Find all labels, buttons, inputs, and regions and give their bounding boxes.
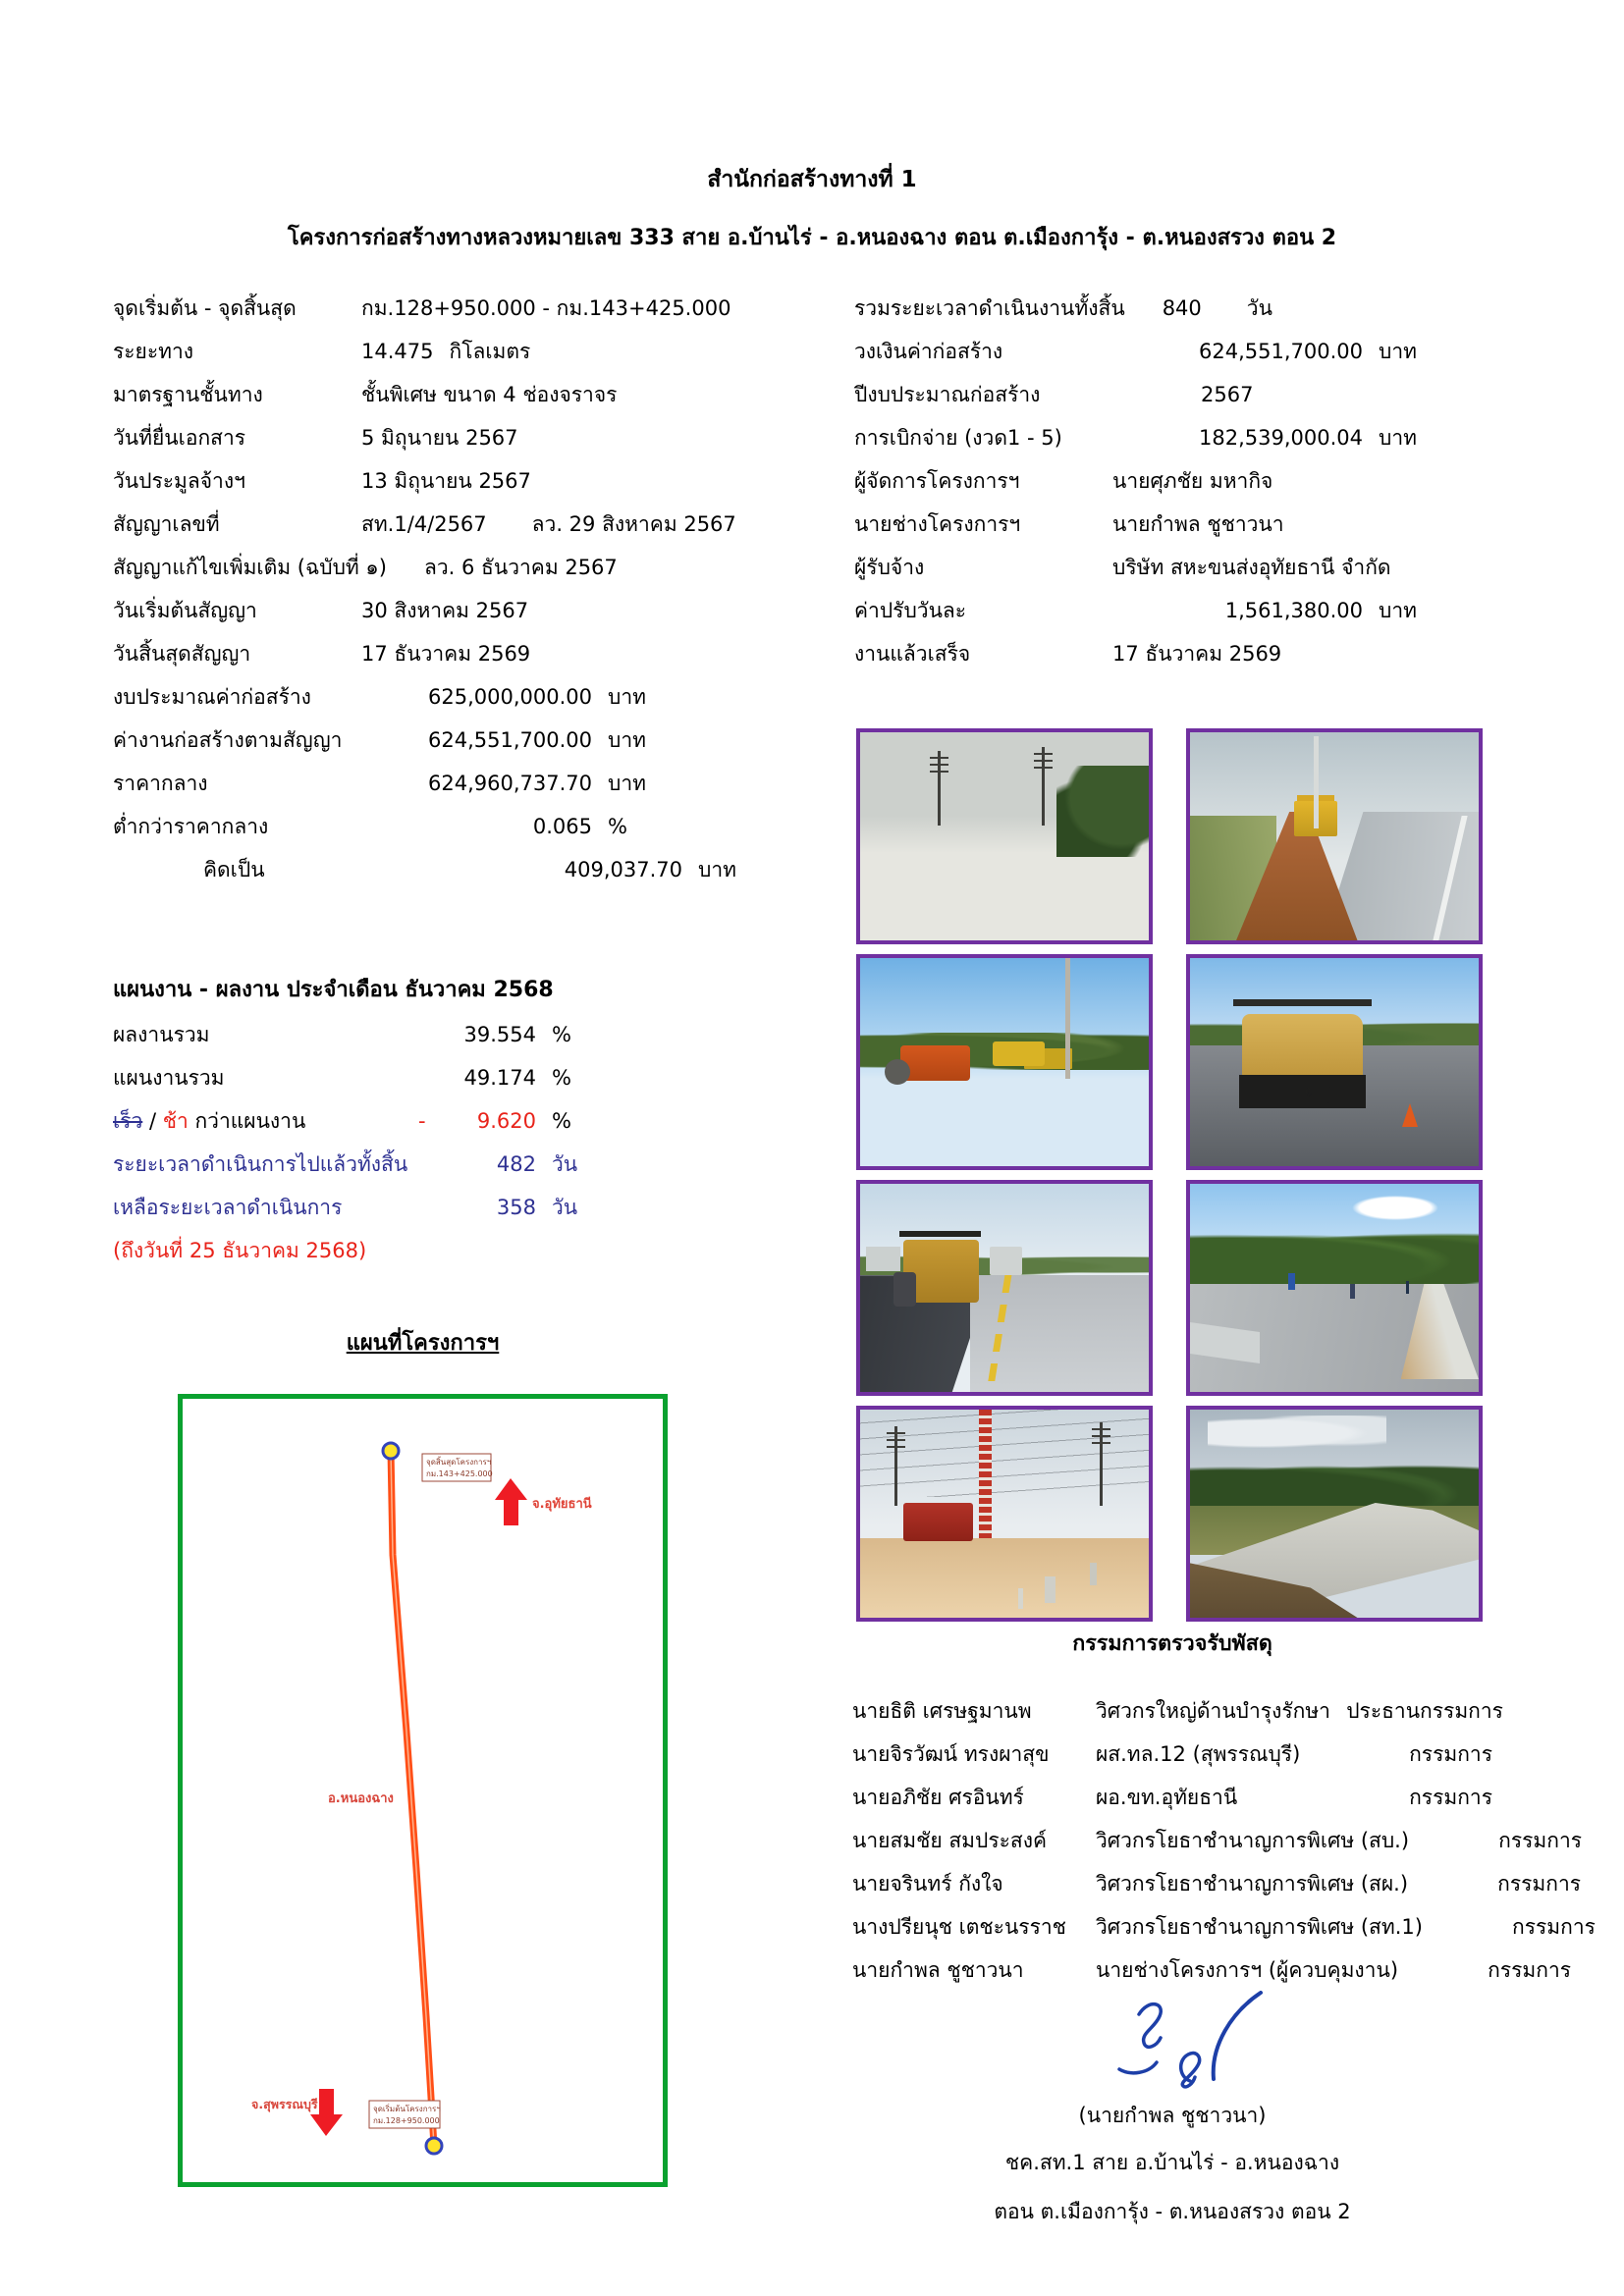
field-value: 624,551,700.00 บาท — [1199, 340, 1417, 363]
progress-title: แผนงาน - ผลงาน ประจำเดือน ธันวาคม 2568 — [113, 978, 554, 1002]
rubble — [860, 824, 1149, 940]
building — [866, 1247, 900, 1271]
info-row — [854, 589, 1492, 632]
committee-row: นายจรินทร์ กังใจ วิศวกรโยธาชำนาญการพิเศษ (สผ.) กรรมการ — [852, 1872, 1582, 1896]
field-label: คิดเป็น — [203, 858, 265, 881]
info-row — [113, 675, 702, 719]
info-row — [854, 459, 1492, 503]
field-label: นายช่างโครงการฯ — [854, 512, 1021, 536]
field-value: 14.475 กิโลเมตร — [361, 340, 531, 363]
roller — [903, 1240, 978, 1303]
progress-row-elapsed: ระยะเวลาดำเนินการไปแล้วทั้งสิ้น 482 วัน — [113, 1152, 578, 1176]
page-subtitle: โครงการก่อสร้างทางหลวงหมายเลข 333 สาย อ.บ้านไร่ - อ.หนองฉาง ตอน ต.เมืองการุ้ง - ต.หนองสรวง ตอน 2 — [287, 226, 1337, 250]
project-info-right — [854, 287, 1492, 675]
info-row — [113, 459, 702, 503]
field-label: มาตรฐานชั้นทาง — [113, 383, 263, 406]
photo-pneumatic-tyre-roller — [1186, 954, 1483, 1170]
power-pole-icon — [1042, 747, 1045, 827]
photo-motor-grader-shoulder-work — [1186, 728, 1483, 944]
district-label: อ.หนองฉาง — [328, 1791, 394, 1806]
loader — [993, 1041, 1045, 1066]
wheels — [1239, 1075, 1366, 1108]
end-marker-line2: กม.143+425.000 — [426, 1469, 493, 1478]
field-value: กม.128+950.000 - กม.143+425.000 — [361, 296, 731, 320]
north-arrow-icon — [495, 1478, 527, 1525]
map-overlay — [238, 1408, 599, 2169]
field-label: วันสิ้นสุดสัญญา — [113, 642, 251, 666]
wires — [860, 1410, 1149, 1497]
field-value: 1,561,380.00 บาท — [1224, 599, 1417, 622]
clouds — [1208, 1415, 1386, 1451]
paver — [990, 1247, 1021, 1276]
start-marker — [426, 2138, 442, 2154]
info-row — [113, 632, 702, 675]
progress-row-actual: ผลงานรวม 39.554 % — [113, 1023, 571, 1046]
field-label: ค่าปรับวันละ — [854, 599, 967, 622]
power-pole-icon — [938, 751, 941, 826]
field-value: 624,551,700.00 บาท — [428, 728, 646, 752]
committee-list — [852, 1689, 1596, 1992]
signature-block — [852, 1991, 1492, 2236]
info-row — [113, 589, 702, 632]
field-value: 0.065 % — [532, 815, 627, 838]
photo-new-concrete-pavement — [1186, 1180, 1483, 1396]
field-value: 409,037.70 บาท — [564, 858, 736, 881]
field-value: ลว. 6 ธันวาคม 2567 — [423, 556, 618, 579]
map-title: แผนที่โครงการฯ — [346, 1331, 500, 1356]
field-value: นายศุภชัย มหากิจ — [1112, 469, 1273, 493]
field-label: ต่ำกว่าราคากลาง — [113, 815, 269, 838]
info-row — [113, 373, 702, 416]
field-label: จุดเริ่มต้น - จุดสิ้นสุด — [113, 296, 297, 320]
info-row — [854, 416, 1492, 459]
satellite-map — [238, 1408, 599, 2169]
photo-concrete-lined-ditch — [1186, 1406, 1483, 1622]
trees — [1190, 1230, 1479, 1286]
committee-row: นายอภิชัย ศรอินทร์ ผอ.ขท.อุทัยธานี กรรมการ — [852, 1786, 1492, 1809]
field-value: 5 มิถุนายน 2567 — [361, 426, 518, 450]
field-value: ชั้นพิเศษ ขนาด 4 ช่องจราจร — [361, 383, 618, 406]
field-label: งานแล้วเสร็จ — [854, 642, 971, 666]
committee-row: นายกำพล ชูชาวนา นายช่างโครงการฯ (ผู้ควบคุมงาน) กรรมการ — [852, 1958, 1572, 1982]
page-title: สำนักก่อสร้างทางที่ 1 — [707, 167, 917, 192]
committee-title: กรรมการตรวจรับพัสดุ — [1072, 1631, 1272, 1656]
south-province-label: จ.สุพรรณบุรี — [251, 2097, 318, 2111]
field-label: ผู้รับจ้าง — [854, 556, 925, 579]
info-row — [113, 287, 731, 330]
ahead-label: เร็ว — [113, 1109, 143, 1133]
field-label: วงเงินค่าก่อสร้าง — [854, 340, 1003, 363]
north-province-label: จ.อุทัยธานี — [532, 1497, 592, 1512]
power-pole-icon — [894, 1426, 897, 1506]
info-row — [113, 848, 736, 891]
canopy — [1233, 999, 1372, 1006]
start-marker-line2: กม.128+950.000 — [373, 2116, 440, 2125]
progress-row-plan: แผนงานรวม 49.174 % — [113, 1066, 571, 1090]
field-value: 17 ธันวาคม 2569 — [1112, 642, 1282, 666]
field-value: 840 วัน — [1162, 296, 1272, 320]
field-value: 30 สิงหาคม 2567 — [361, 599, 529, 622]
photo-soil-compaction-rollers — [856, 954, 1153, 1170]
field-value: 13 มิถุนายน 2567 — [361, 469, 531, 493]
info-row — [854, 546, 1492, 589]
field-label: รวมระยะเวลาดำเนินงานทั้งสิ้น — [854, 296, 1125, 320]
signer-title-line1: ชค.สท.1 สาย อ.บ้านไร่ - อ.หนองฉาง — [1004, 2151, 1340, 2174]
rig-machine — [903, 1503, 973, 1540]
signature-icon — [1074, 1991, 1271, 2093]
field-label: ระยะทาง — [113, 340, 194, 363]
info-row — [854, 632, 1492, 675]
traffic-cone-icon — [1402, 1103, 1418, 1127]
committee-row: นายสมชัย สมประสงค์ วิศวกรโยธาชำนาญการพิเศษ (สบ.) กรรมการ — [852, 1829, 1583, 1852]
field-value: 625,000,000.00 บาท — [428, 685, 646, 709]
field-label: วันประมูลจ้างฯ — [113, 469, 245, 493]
start-marker-line1: จุดเริ่มต้นโครงการฯ — [373, 2105, 441, 2113]
concrete-posts — [1045, 1576, 1056, 1603]
signer-title-line2: ตอน ต.เมืองการุ้ง - ต.หนองสรวง ตอน 2 — [994, 2200, 1351, 2223]
progress-row-speed: เร็ว / ช้า กว่าแผนงาน - 9.620 % — [113, 1109, 571, 1133]
cloud — [1349, 1195, 1441, 1222]
info-row — [113, 805, 702, 848]
info-row — [113, 416, 702, 459]
roller — [900, 1045, 970, 1081]
field-label: วันเริ่มต้นสัญญา — [113, 599, 257, 622]
committee-row: นายธิติ เศรษฐมานพ วิศวกรใหญ่ด้านบำรุงรักษา ประธานกรรมการ — [852, 1699, 1503, 1723]
field-value: 624,960,737.70 บาท — [428, 772, 646, 795]
field-label: ปีงบประมาณก่อสร้าง — [854, 383, 1041, 406]
photo-tandem-roller-paving — [856, 1180, 1153, 1396]
project-map-frame — [178, 1394, 668, 2187]
info-row — [113, 546, 702, 589]
progress-section — [113, 968, 609, 1272]
info-row — [113, 762, 702, 805]
signer-name: (นายกำพล ชูชาวนา) — [1078, 2104, 1267, 2127]
end-marker — [383, 1443, 399, 1459]
progress-note: (ถึงวันที่ 25 ธันวาคม 2568) — [113, 1239, 367, 1262]
field-label: สัญญาแก้ไขเพิ่มเติม (ฉบับที่ ๑) — [113, 556, 387, 579]
info-row — [854, 330, 1492, 373]
field-value: นายกำพล ชูชาวนา — [1112, 512, 1284, 536]
field-label: วันที่ยื่นเอกสาร — [113, 426, 246, 450]
pile-rig-tower — [979, 1410, 992, 1547]
info-row — [854, 503, 1492, 546]
field-value: บริษัท สหะขนส่งอุทัยธานี จำกัด — [1112, 556, 1391, 579]
progress-row-remaining: เหลือระยะเวลาดำเนินการ 358 วัน — [113, 1196, 578, 1219]
info-row — [854, 373, 1492, 416]
field-label: สัญญาเลขที่ — [113, 512, 220, 536]
power-pole-icon — [1314, 736, 1319, 828]
workers — [1288, 1273, 1295, 1290]
committee-row: นายจิรวัฒน์ ทรงผาสุข ผส.ทล.12 (สุพรรณบุรี) กรรมการ — [852, 1742, 1492, 1766]
field-value: 17 ธันวาคม 2569 — [361, 642, 531, 666]
committee-section — [852, 1625, 1596, 1992]
power-pole-icon — [1100, 1422, 1103, 1506]
power-pole-icon — [1065, 958, 1070, 1079]
committee-row: นางปรียนุช เตชะนรราช วิศวกรโยธาชำนาญการพิเศษ (สท.1) กรรมการ — [852, 1915, 1596, 1939]
info-row — [113, 719, 702, 762]
end-marker-line1: จุดสิ้นสุดโครงการฯ — [426, 1458, 492, 1467]
photo-demolished-concrete-pavement — [856, 728, 1153, 944]
field-value: สท.1/4/2567 ลว. 29 สิงหาคม 2567 — [361, 512, 736, 536]
field-value: 182,539,000.04 บาท — [1199, 426, 1417, 450]
field-label: ผู้จัดการโครงการฯ — [854, 469, 1020, 493]
info-row — [113, 503, 736, 546]
field-label: การเบิกจ่าย (งวด1 - 5) — [854, 426, 1062, 450]
info-row — [854, 287, 1492, 330]
field-label: ค่างานก่อสร้างตามสัญญา — [113, 728, 343, 752]
field-label: งบประมาณค่าก่อสร้าง — [113, 685, 311, 709]
project-info-left — [113, 287, 736, 891]
field-label: ราคากลาง — [113, 772, 208, 795]
photo-pile-driving-rig — [856, 1406, 1153, 1622]
field-value: 2567 — [1201, 383, 1254, 406]
dirt — [860, 1538, 1149, 1618]
info-row — [113, 330, 702, 373]
behind-label: ช้า — [162, 1109, 189, 1133]
